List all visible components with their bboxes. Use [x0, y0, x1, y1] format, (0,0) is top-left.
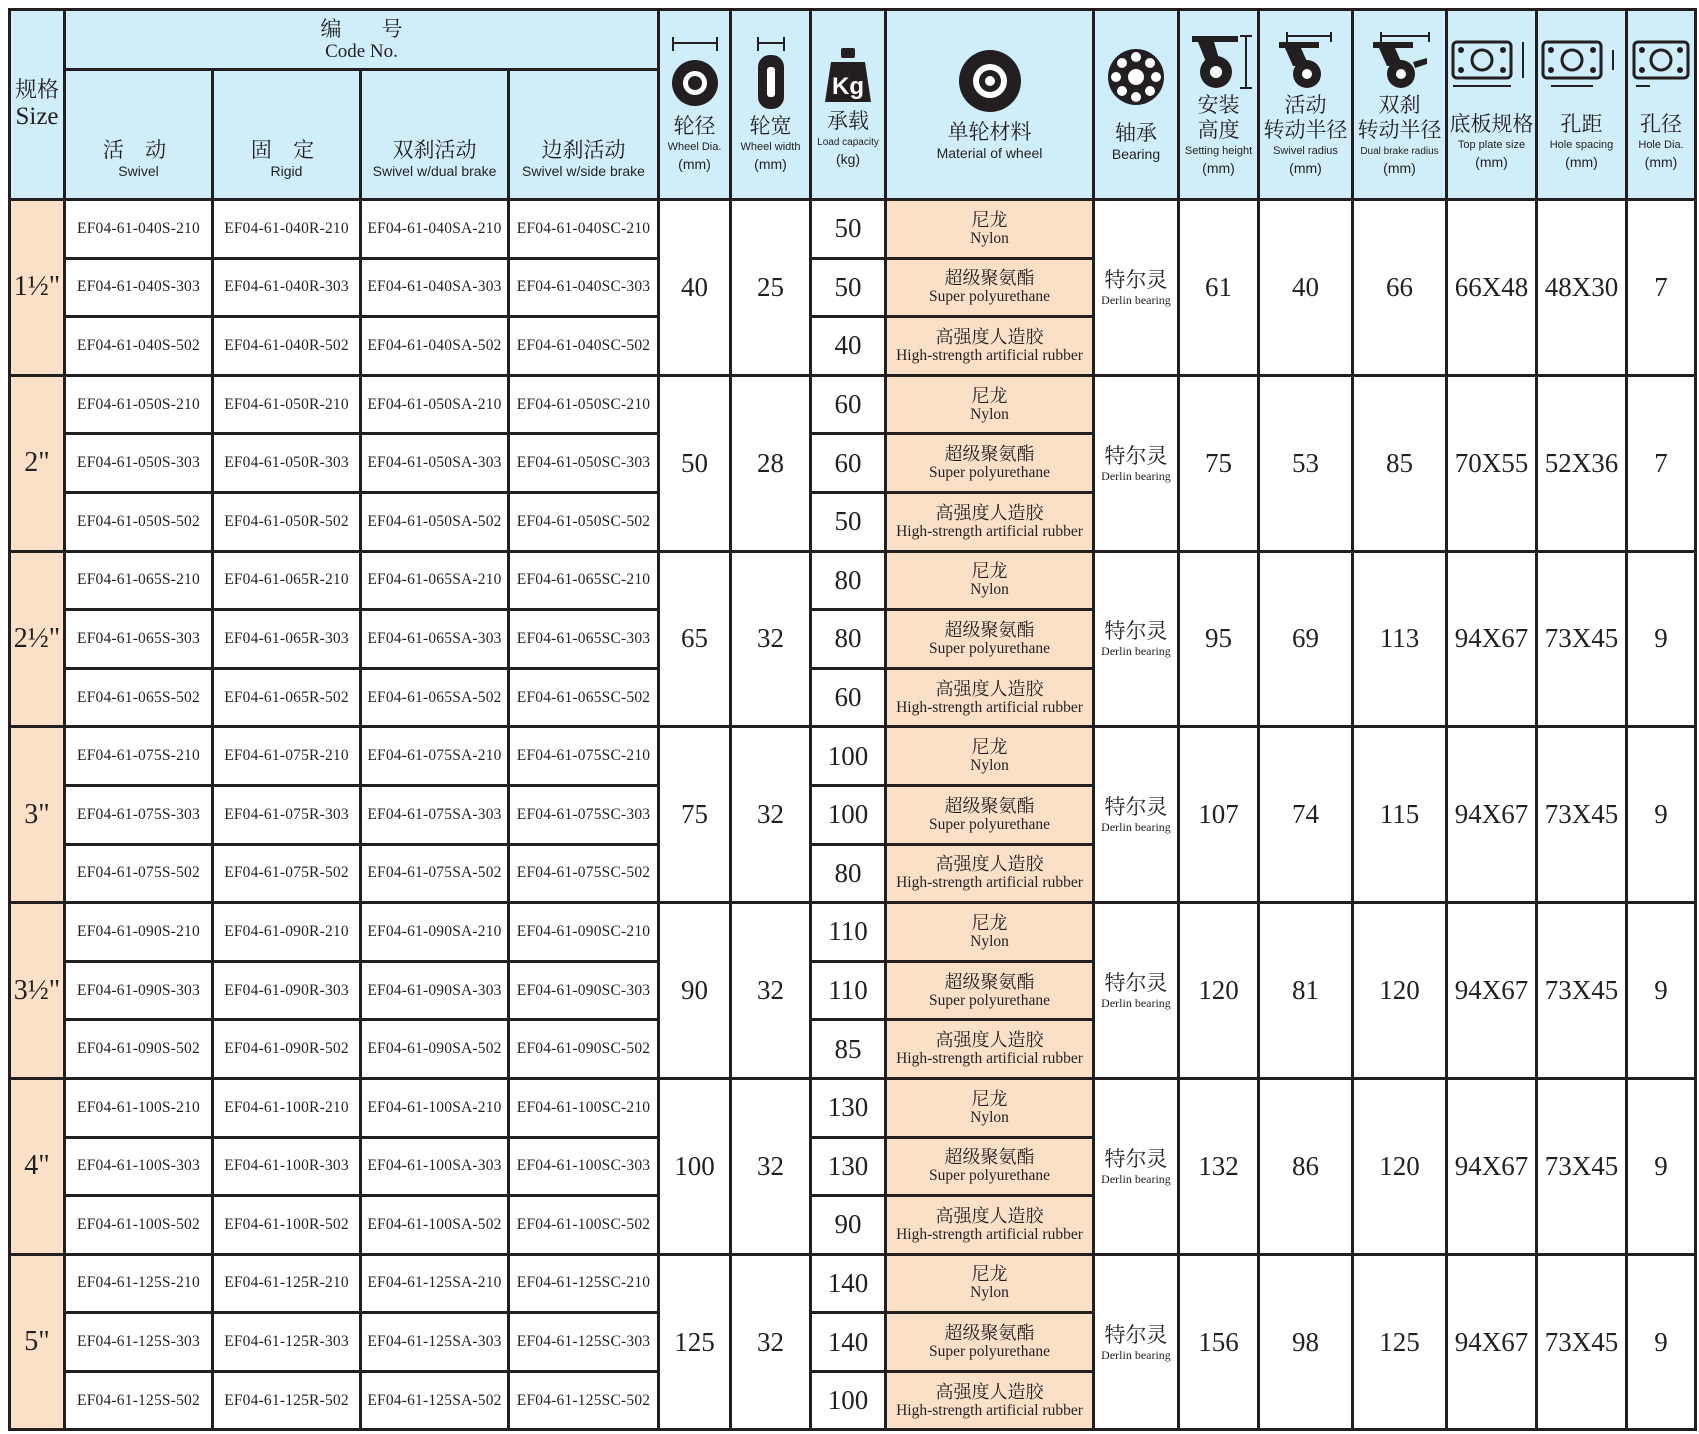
bearing-zh: 特尔灵: [1104, 443, 1168, 468]
material-zh: 尼龙: [971, 209, 1008, 230]
rigid-header: 固 定 Rigid: [213, 70, 361, 200]
size-cell: 4": [10, 1078, 65, 1254]
bearing-cell: [1094, 1078, 1179, 1254]
bearing-en: Derlin bearing: [1101, 1171, 1171, 1186]
bearing-cell: [1094, 551, 1179, 727]
hole-dia-cell: 9: [1627, 551, 1696, 727]
load-capacity-cell: 130: [811, 1078, 886, 1137]
load-capacity-cell: 60: [811, 375, 886, 434]
setting-height-cell: 132: [1179, 1078, 1259, 1254]
code-no-cell: EF04-61-090R-502: [213, 1020, 361, 1079]
dual-brake-radius-header: 双刹 转动半径 Dual brake radius (mm): [1353, 10, 1447, 200]
material-cell: [886, 1196, 1094, 1255]
top-plate-size-cell: 94X67: [1447, 1254, 1537, 1430]
bearing-en: Derlin bearing: [1101, 468, 1171, 483]
code-no-cell: EF04-61-125S-210: [65, 1254, 213, 1313]
swivel-radius-cell: 98: [1259, 1254, 1353, 1430]
dual-brake-radius-icon: [1365, 32, 1435, 90]
code-no-cell: EF04-61-050SC-303: [509, 434, 659, 493]
swivel-radius-cell: 74: [1259, 727, 1353, 903]
caster-spec-table: [8, 8, 1697, 1431]
bearing-zh: 特尔灵: [1104, 1322, 1168, 1347]
hole-spacing-cell: 73X45: [1537, 1078, 1627, 1254]
wheel-width-cell: 25: [731, 200, 811, 376]
hole-dia-cell: 9: [1627, 903, 1696, 1079]
top-plate-size-cell: 70X55: [1447, 375, 1537, 551]
top-plate-size-icon: [1451, 38, 1533, 90]
wheel-dia-cell: 50: [659, 375, 731, 551]
code-no-cell: EF04-61-050SA-303: [361, 434, 509, 493]
table-row: [10, 727, 1696, 786]
code-no-cell: EF04-61-100SA-502: [361, 1196, 509, 1255]
code-no-cell: EF04-61-090SA-303: [361, 961, 509, 1020]
code-no-cell: EF04-61-100S-303: [65, 1137, 213, 1196]
code-no-cell: EF04-61-125R-303: [213, 1313, 361, 1372]
code-no-cell: EF04-61-090S-303: [65, 961, 213, 1020]
hole-diameter-icon: [1630, 38, 1692, 90]
bearing-zh: 特尔灵: [1104, 1146, 1168, 1171]
code-no-cell: EF04-61-090SA-210: [361, 903, 509, 962]
code-no-cell: EF04-61-075SA-210: [361, 727, 509, 786]
top-plate-size-cell: 94X67: [1447, 551, 1537, 727]
load-capacity-cell: 50: [811, 200, 886, 259]
load-capacity-cell: 85: [811, 1020, 886, 1079]
swivel-radius-cell: 69: [1259, 551, 1353, 727]
dual-brake-radius-cell: 120: [1353, 1078, 1447, 1254]
swivel-radius-cell: 53: [1259, 375, 1353, 551]
material-cell: [886, 551, 1094, 610]
table-row: [10, 1078, 1696, 1137]
material-cell: [886, 375, 1094, 434]
code-no-cell: EF04-61-090S-210: [65, 903, 213, 962]
hole-spacing-cell: 48X30: [1537, 200, 1627, 376]
wheel-dia-cell: 40: [659, 200, 731, 376]
table-row: [10, 1254, 1696, 1313]
material-en: High-strength artificial rubber: [896, 698, 1083, 716]
bearing-cell: [1094, 375, 1179, 551]
bearing-zh: 特尔灵: [1104, 619, 1168, 644]
material-cell: [886, 727, 1094, 786]
code-no-cell: EF04-61-050SC-210: [509, 375, 659, 434]
bearing-en: Derlin bearing: [1101, 1347, 1171, 1362]
code-no-cell: EF04-61-090SC-303: [509, 961, 659, 1020]
top-plate-size-header: 底板规格 Top plate size (mm): [1447, 10, 1537, 200]
code-no-cell: EF04-61-125SC-502: [509, 1371, 659, 1430]
setting-height-cell: 156: [1179, 1254, 1259, 1430]
load-capacity-cell: 100: [811, 727, 886, 786]
code-no-cell: EF04-61-075R-210: [213, 727, 361, 786]
code-no-cell: EF04-61-040R-210: [213, 200, 361, 259]
material-en: Nylon: [970, 1284, 1009, 1302]
code-no-cell: EF04-61-090R-303: [213, 961, 361, 1020]
bearing-zh: 特尔灵: [1104, 971, 1168, 996]
code-no-cell: EF04-61-075SA-502: [361, 844, 509, 903]
material-cell: [886, 1254, 1094, 1313]
bearing-en: Derlin bearing: [1101, 644, 1171, 659]
material-cell: [886, 785, 1094, 844]
material-zh: 尼龙: [971, 1264, 1008, 1285]
code-no-cell: EF04-61-065SC-210: [509, 551, 659, 610]
swivel-radius-cell: 81: [1259, 903, 1353, 1079]
material-cell: [886, 844, 1094, 903]
code-no-cell: EF04-61-125SC-210: [509, 1254, 659, 1313]
material-cell: [886, 1078, 1094, 1137]
material-en: High-strength artificial rubber: [896, 874, 1083, 892]
dual-brake-radius-cell: 85: [1353, 375, 1447, 551]
size-cell: 1½": [10, 200, 65, 376]
load-capacity-cell: 40: [811, 317, 886, 376]
load-capacity-cell: 110: [811, 903, 886, 962]
top-plate-size-cell: 94X67: [1447, 903, 1537, 1079]
code-no-cell: EF04-61-050S-502: [65, 492, 213, 551]
material-cell: [886, 903, 1094, 962]
wheel-dia-header: 轮径 Wheel Dia. (mm): [659, 10, 731, 200]
code-no-cell: EF04-61-075S-210: [65, 727, 213, 786]
load-capacity-cell: 80: [811, 610, 886, 669]
bearing-header: 轴承 Bearing: [1094, 10, 1179, 200]
material-zh: 尼龙: [971, 561, 1008, 582]
code-no-cell: EF04-61-050SC-502: [509, 492, 659, 551]
load-capacity-cell: 80: [811, 844, 886, 903]
material-zh: 高强度人造胶: [935, 502, 1044, 523]
code-no-cell: EF04-61-065SC-303: [509, 610, 659, 669]
code-no-cell: EF04-61-065SC-502: [509, 668, 659, 727]
bearing-cell: [1094, 1254, 1179, 1430]
load-capacity-cell: 60: [811, 668, 886, 727]
code-no-header: 编号 Code No.: [65, 10, 659, 70]
code-no-cell: EF04-61-100SA-303: [361, 1137, 509, 1196]
size-cell: 3": [10, 727, 65, 903]
material-en: High-strength artificial rubber: [896, 346, 1083, 364]
code-no-cell: EF04-61-075SC-303: [509, 785, 659, 844]
hole-spacing-header: 孔距 Hole spacing (mm): [1537, 10, 1627, 200]
code-no-cell: EF04-61-090R-210: [213, 903, 361, 962]
hole-spacing-cell: 73X45: [1537, 1254, 1627, 1430]
material-cell: [886, 258, 1094, 317]
bearing-en: Derlin bearing: [1101, 820, 1171, 835]
swivel-radius-cell: 40: [1259, 200, 1353, 376]
top-plate-size-cell: 94X67: [1447, 727, 1537, 903]
top-plate-size-cell: 66X48: [1447, 200, 1537, 376]
code-no-cell: EF04-61-075R-303: [213, 785, 361, 844]
load-capacity-cell: 100: [811, 785, 886, 844]
code-no-cell: EF04-61-040SA-502: [361, 317, 509, 376]
size-cell: 2": [10, 375, 65, 551]
hole-dia-cell: 9: [1627, 727, 1696, 903]
material-zh: 尼龙: [971, 912, 1008, 933]
wheel-dia-cell: 75: [659, 727, 731, 903]
swivel-dual-brake-header: 双刹活动 Swivel w/dual brake: [361, 70, 509, 200]
wheel-width-cell: 32: [731, 727, 811, 903]
table-body: [10, 200, 1696, 1430]
material-zh: 超级聚氨酯: [944, 444, 1035, 465]
material-cell: [886, 1313, 1094, 1372]
setting-height-header: 安装 高度 Setting height (mm): [1179, 10, 1259, 200]
code-no-cell: EF04-61-125SA-210: [361, 1254, 509, 1313]
code-no-cell: EF04-61-050SA-210: [361, 375, 509, 434]
material-en: Super polyurethane: [929, 991, 1050, 1009]
code-no-cell: EF04-61-040SA-210: [361, 200, 509, 259]
code-no-cell: EF04-61-040S-303: [65, 258, 213, 317]
wheel-width-cell: 32: [731, 903, 811, 1079]
code-no-cell: EF04-61-100SC-502: [509, 1196, 659, 1255]
material-en: Super polyurethane: [929, 1343, 1050, 1361]
code-no-cell: EF04-61-050SA-502: [361, 492, 509, 551]
code-no-cell: EF04-61-100R-502: [213, 1196, 361, 1255]
code-no-cell: EF04-61-090SC-502: [509, 1020, 659, 1079]
material-zh: 超级聚氨酯: [944, 795, 1035, 816]
code-no-cell: EF04-61-065R-210: [213, 551, 361, 610]
material-cell: [886, 1020, 1094, 1079]
hole-spacing-cell: 73X45: [1537, 551, 1627, 727]
swivel-header: 活 动 Swivel: [65, 70, 213, 200]
material-cell: [886, 434, 1094, 493]
material-en: Super polyurethane: [929, 288, 1050, 306]
code-no-cell: EF04-61-100SC-210: [509, 1078, 659, 1137]
code-no-cell: EF04-61-065S-210: [65, 551, 213, 610]
table-header: [10, 10, 1696, 200]
code-no-cell: EF04-61-065R-502: [213, 668, 361, 727]
code-no-cell: EF04-61-050S-303: [65, 434, 213, 493]
code-no-cell: EF04-61-075S-303: [65, 785, 213, 844]
dual-brake-radius-cell: 66: [1353, 200, 1447, 376]
code-no-cell: EF04-61-125SC-303: [509, 1313, 659, 1372]
code-no-cell: EF04-61-100S-502: [65, 1196, 213, 1255]
size-header: 规格 Size: [10, 10, 65, 200]
wheel-width-cell: 32: [731, 551, 811, 727]
load-capacity-cell: 140: [811, 1254, 886, 1313]
load-capacity-cell: 80: [811, 551, 886, 610]
code-no-cell: EF04-61-040S-502: [65, 317, 213, 376]
code-no-cell: EF04-61-100SA-210: [361, 1078, 509, 1137]
setting-height-cell: 107: [1179, 727, 1259, 903]
code-no-cell: EF04-61-040SC-502: [509, 317, 659, 376]
code-no-cell: EF04-61-090SA-502: [361, 1020, 509, 1079]
wheel-width-cell: 32: [731, 1078, 811, 1254]
wheel-dia-cell: 65: [659, 551, 731, 727]
top-plate-size-cell: 94X67: [1447, 1078, 1537, 1254]
code-no-cell: EF04-61-075SA-303: [361, 785, 509, 844]
bearing-en: Derlin bearing: [1101, 292, 1171, 307]
load-capacity-cell: 50: [811, 258, 886, 317]
code-no-cell: EF04-61-065S-502: [65, 668, 213, 727]
material-en: Super polyurethane: [929, 1167, 1050, 1185]
material-cell: [886, 1371, 1094, 1430]
material-zh: 超级聚氨酯: [944, 971, 1035, 992]
material-zh: 超级聚氨酯: [944, 1147, 1035, 1168]
table-row: [10, 375, 1696, 434]
bearing-zh: 特尔灵: [1104, 795, 1168, 820]
material-en: High-strength artificial rubber: [896, 522, 1083, 540]
material-en: Nylon: [970, 757, 1009, 775]
code-no-cell: EF04-61-100S-210: [65, 1078, 213, 1137]
code-no-cell: EF04-61-065S-303: [65, 610, 213, 669]
kg-label: Kg: [832, 72, 864, 100]
load-capacity-cell: 140: [811, 1313, 886, 1372]
material-en: Super polyurethane: [929, 639, 1050, 657]
material-en: Nylon: [970, 405, 1009, 423]
bearing-icon: [1106, 47, 1166, 107]
code-no-cell: EF04-61-050R-303: [213, 434, 361, 493]
material-zh: 尼龙: [971, 1088, 1008, 1109]
hole-spacing-cell: 73X45: [1537, 727, 1627, 903]
code-no-cell: EF04-61-075SC-502: [509, 844, 659, 903]
material-zh: 高强度人造胶: [935, 678, 1044, 699]
load-capacity-cell: 100: [811, 1371, 886, 1430]
material-cell: [886, 961, 1094, 1020]
hole-spacing-cell: 73X45: [1537, 903, 1627, 1079]
code-no-cell: EF04-61-075S-502: [65, 844, 213, 903]
dual-brake-radius-cell: 113: [1353, 551, 1447, 727]
material-zh: 超级聚氨酯: [944, 268, 1035, 289]
material-cell: [886, 317, 1094, 376]
code-no-cell: EF04-61-040SA-303: [361, 258, 509, 317]
bearing-en: Derlin bearing: [1101, 996, 1171, 1011]
setting-height-cell: 75: [1179, 375, 1259, 551]
code-no-cell: EF04-61-065SA-502: [361, 668, 509, 727]
wheel-width-icon: [746, 37, 796, 111]
code-no-cell: EF04-61-125S-303: [65, 1313, 213, 1372]
setting-height-cell: 95: [1179, 551, 1259, 727]
size-cell: 5": [10, 1254, 65, 1430]
hole-dia-cell: 9: [1627, 1078, 1696, 1254]
material-zh: 超级聚氨酯: [944, 1323, 1035, 1344]
code-no-cell: EF04-61-040SC-210: [509, 200, 659, 259]
code-no-cell: EF04-61-100R-210: [213, 1078, 361, 1137]
wheel-width-cell: 28: [731, 375, 811, 551]
table-row: [10, 551, 1696, 610]
code-no-cell: EF04-61-050R-502: [213, 492, 361, 551]
bearing-cell: [1094, 903, 1179, 1079]
swivel-radius-icon: [1271, 32, 1341, 90]
load-capacity-cell: 50: [811, 492, 886, 551]
material-en: Super polyurethane: [929, 815, 1050, 833]
code-no-cell: EF04-61-065SA-303: [361, 610, 509, 669]
hole-spacing-icon: [1541, 38, 1623, 90]
bearing-zh: 特尔灵: [1104, 267, 1168, 292]
material-en: High-strength artificial rubber: [896, 1401, 1083, 1419]
code-no-cell: EF04-61-090S-502: [65, 1020, 213, 1079]
wheel-dia-cell: 125: [659, 1254, 731, 1430]
code-no-cell: EF04-61-075R-502: [213, 844, 361, 903]
load-weight-kg-icon: [823, 42, 873, 106]
wheel-diameter-icon: [667, 37, 723, 111]
material-en: Super polyurethane: [929, 464, 1050, 482]
code-no-cell: EF04-61-125SA-303: [361, 1313, 509, 1372]
code-no-cell: EF04-61-090SC-210: [509, 903, 659, 962]
load-capacity-header: Kg 承载 Load capacity (kg): [811, 10, 886, 200]
code-no-cell: EF04-61-100R-303: [213, 1137, 361, 1196]
wheel-dia-cell: 90: [659, 903, 731, 1079]
dual-brake-radius-cell: 120: [1353, 903, 1447, 1079]
material-zh: 尼龙: [971, 737, 1008, 758]
setting-height-icon: [1184, 32, 1254, 90]
setting-height-cell: 120: [1179, 903, 1259, 1079]
setting-height-cell: 61: [1179, 200, 1259, 376]
load-capacity-cell: 130: [811, 1137, 886, 1196]
material-en: High-strength artificial rubber: [896, 1225, 1083, 1243]
table-row: [10, 903, 1696, 962]
code-no-cell: EF04-61-040SC-303: [509, 258, 659, 317]
code-no-cell: EF04-61-040S-210: [65, 200, 213, 259]
material-cell: [886, 492, 1094, 551]
material-cell: [886, 610, 1094, 669]
code-no-cell: EF04-61-125R-502: [213, 1371, 361, 1430]
material-zh: 高强度人造胶: [935, 1381, 1044, 1402]
dual-brake-radius-cell: 125: [1353, 1254, 1447, 1430]
wheel-dia-cell: 100: [659, 1078, 731, 1254]
code-no-cell: EF04-61-040R-303: [213, 258, 361, 317]
material-zh: 高强度人造胶: [935, 326, 1044, 347]
table-row: [10, 200, 1696, 259]
material-header: 单轮材料 Material of wheel: [886, 10, 1094, 200]
code-no-cell: EF04-61-065R-303: [213, 610, 361, 669]
material-en: High-strength artificial rubber: [896, 1050, 1083, 1068]
code-no-cell: EF04-61-125SA-502: [361, 1371, 509, 1430]
load-capacity-cell: 110: [811, 961, 886, 1020]
hole-dia-cell: 7: [1627, 375, 1696, 551]
material-zh: 高强度人造胶: [935, 1205, 1044, 1226]
hole-dia-cell: 9: [1627, 1254, 1696, 1430]
swivel-side-brake-header: 边刹活动 Swivel w/side brake: [509, 70, 659, 200]
code-no-cell: EF04-61-125S-502: [65, 1371, 213, 1430]
material-zh: 高强度人造胶: [935, 1030, 1044, 1051]
code-no-cell: EF04-61-050S-210: [65, 375, 213, 434]
code-no-cell: EF04-61-050R-210: [213, 375, 361, 434]
code-no-cell: EF04-61-100SC-303: [509, 1137, 659, 1196]
hole-dia-cell: 7: [1627, 200, 1696, 376]
hole-dia-header: 孔径 Hole Dia. (mm): [1627, 10, 1696, 200]
material-cell: [886, 1137, 1094, 1196]
dual-brake-radius-cell: 115: [1353, 727, 1447, 903]
material-cell: [886, 200, 1094, 259]
code-no-cell: EF04-61-040R-502: [213, 317, 361, 376]
bearing-cell: [1094, 727, 1179, 903]
material-zh: 超级聚氨酯: [944, 619, 1035, 640]
size-cell: 3½": [10, 903, 65, 1079]
material-en: Nylon: [970, 229, 1009, 247]
code-no-cell: EF04-61-075SC-210: [509, 727, 659, 786]
material-en: Nylon: [970, 932, 1009, 950]
swivel-radius-cell: 86: [1259, 1078, 1353, 1254]
hole-spacing-cell: 52X36: [1537, 375, 1627, 551]
bearing-cell: [1094, 200, 1179, 376]
material-zh: 高强度人造胶: [935, 854, 1044, 875]
wheel-material-icon: [957, 48, 1023, 114]
material-zh: 尼龙: [971, 385, 1008, 406]
wheel-width-header: 轮宽 Wheel width (mm): [731, 10, 811, 200]
material-cell: [886, 668, 1094, 727]
wheel-width-cell: 32: [731, 1254, 811, 1430]
code-no-cell: EF04-61-125R-210: [213, 1254, 361, 1313]
code-no-cell: EF04-61-065SA-210: [361, 551, 509, 610]
load-capacity-cell: 60: [811, 434, 886, 493]
load-capacity-cell: 90: [811, 1196, 886, 1255]
size-cell: 2½": [10, 551, 65, 727]
material-en: Nylon: [970, 1108, 1009, 1126]
swivel-radius-header: 活动 转动半径 Swivel radius (mm): [1259, 10, 1353, 200]
material-en: Nylon: [970, 581, 1009, 599]
